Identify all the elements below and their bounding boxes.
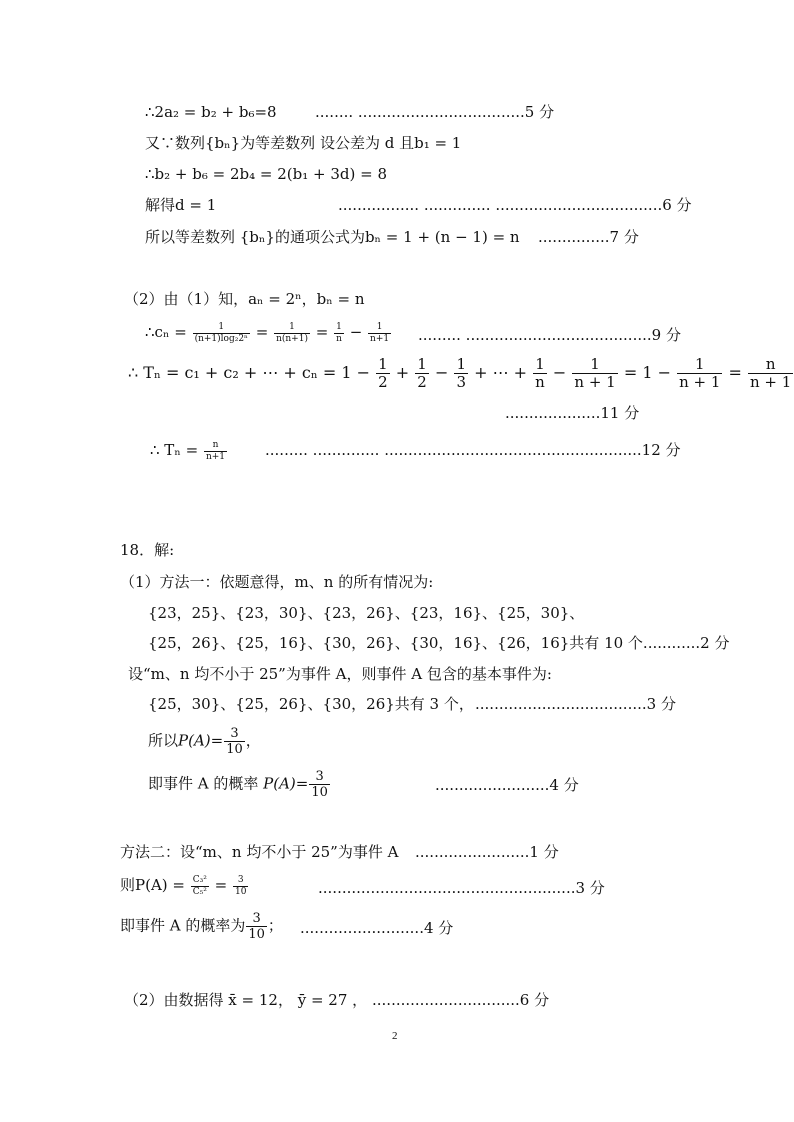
fraction: $\frac{3}{10}$ xyxy=(235,874,247,897)
line-4: 解得d = 1 xyxy=(145,196,217,214)
fraction: $\frac{3}{10}$ xyxy=(311,769,328,800)
q18-dots-5: ....................................3 分 xyxy=(475,695,676,713)
q18-line-4: 设“m、n 均不小于 25”为事件 A，则事件 A 包含的基本事件为: xyxy=(128,665,552,683)
line-1 xyxy=(145,102,277,122)
method2-line-2: 则P(A) = $\frac{\text{C₃²}}{\text{C₅²}}$ = $\frac{3}{10}$ xyxy=(120,874,247,897)
method2-dots-2: ......................................................3 分 xyxy=(318,879,605,897)
method2-line-1: 方法二：设“m、n 均不小于 25”为事件 A xyxy=(120,843,399,861)
part2-dots: ...............................6 分 xyxy=(372,991,550,1009)
line-7: ∴cₙ = $\frac{1}{\text{(n+1)log₂2ⁿ}}$ = $\frac{1}{n(n+1)}$ = $\frac{1}{n}$ − $\frac{1}{n+1}$ xyxy=(145,321,390,344)
c-n-label: ∴cₙ = xyxy=(145,323,187,341)
method2-dots-1: ........................1 分 xyxy=(415,843,559,861)
dots-5: ...............7 分 xyxy=(538,228,639,246)
line-10: ∴ Tₙ = $\frac{n}{n+1}$ xyxy=(150,439,226,462)
line-2: 又∵数列{bₙ}为等差数列 设公差为 d 且b₁ = 1 xyxy=(145,134,462,152)
part2-line: （2）由数据得 x̄ = 12， ȳ = 27 ， xyxy=(124,991,368,1009)
q18-dots-7: ........................4 分 xyxy=(435,776,579,794)
fraction: $\frac{1}{n}$ xyxy=(535,355,545,391)
dots-9: ....................11 分 xyxy=(505,404,640,422)
fraction: $\frac{1}{2}$ xyxy=(378,355,388,391)
fraction: $\frac{1}{2}$ xyxy=(417,355,427,391)
fraction: $\frac{1}{n}$ xyxy=(336,321,342,344)
dots-1: ........ ...................................5 分 xyxy=(315,103,555,121)
line-5: 所以等差数列 {bₙ}的通项公式为bₙ = 1 + (n − 1) = n xyxy=(145,228,520,246)
page-number: 2 xyxy=(392,1030,398,1042)
fraction: $\frac{1}{\text{(n+1)log₂2ⁿ}}$ xyxy=(194,321,248,344)
q18-line-2: {23，25}、{23，30}、{23，26}、{23，16}、{25，30}、 xyxy=(148,604,585,622)
fraction: $\frac{n}{n + 1}$ xyxy=(750,355,792,391)
q18-line-1: （1）方法一：依题意得，m、n 的所有情况为: xyxy=(120,573,434,591)
fraction: $\frac{3}{10}$ xyxy=(248,911,265,942)
fraction: $\frac{1}{n + 1}$ xyxy=(679,355,721,391)
q18-line-3: {25，26}、{25，16}、{30，26}、{30，16}、{26，16}共有 10 个............2 分 xyxy=(148,634,730,652)
fraction: $\frac{3}{10}$ xyxy=(226,726,243,757)
eq-text: ∴2a₂ = b₂ + b₆=8 xyxy=(145,103,277,121)
fraction: $\frac{1}{n+1}$ xyxy=(370,321,390,344)
line-6: （2）由（1）知，aₙ = 2ⁿ，bₙ = n xyxy=(124,290,365,308)
dots-4: ................. .............. ...................................6 分 xyxy=(338,196,692,214)
fraction: $\frac{1}{n(n+1)}$ xyxy=(276,321,308,344)
q18-line-7: 即事件 A 的概率 P(A)= $\frac{3}{10}$ xyxy=(148,769,328,800)
q18-line-5: {25，30}、{25，26}、{30，26}共有 3 个， xyxy=(148,695,474,713)
dots-7: ......... .......................................9 分 xyxy=(418,326,681,344)
line-8: ∴ Tₙ = c₁ + c₂ + ⋯ + cₙ = 1 − $\frac{1}{2}$ + $\frac{1}{2}$ − $\frac{1}{3}$ + ⋯ + $\frac{1}{n}$ − $\frac{1}{n + 1}$ = 1 − $\frac{1}{n + 1}$ = $\frac{n}{n + 1}$ xyxy=(128,355,792,391)
fraction: $\frac{\text{C₃²}}{\text{C₅²}}$ xyxy=(192,874,207,897)
question-18: 18．解: xyxy=(120,541,175,559)
line-3: ∴b₂ + b₆ = 2b₄ = 2(b₁ + 3d) = 8 xyxy=(145,165,388,183)
q18-line-6: 所以P(A)= $\frac{3}{10}$ ， xyxy=(148,726,261,757)
method2-line-3: 即事件 A 的概率为 $\frac{3}{10}$ ； xyxy=(120,911,283,942)
method2-dots-3: ..........................4 分 xyxy=(300,919,454,937)
fraction: $\frac{1}{n + 1}$ xyxy=(574,355,616,391)
dots-10: ......... .............. ......................................................12 分 xyxy=(265,441,681,459)
fraction: $\frac{n}{n+1}$ xyxy=(205,439,226,462)
fraction: $\frac{1}{3}$ xyxy=(456,355,466,391)
